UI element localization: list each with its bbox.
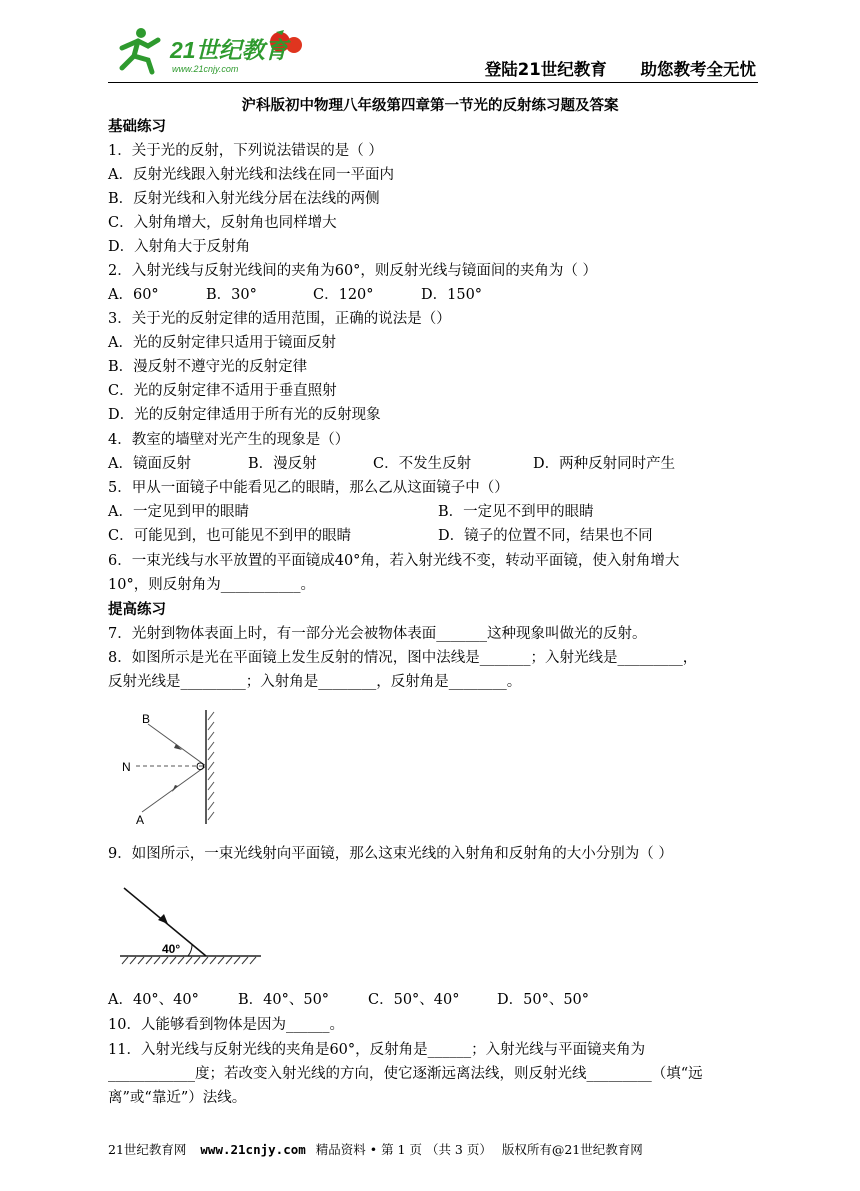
slogan-help: 助您教考全无忧: [640, 60, 756, 79]
q4-option-d: D．两种反射同时产生: [533, 456, 676, 472]
q11-line-3: 离”或“靠近”）法线。: [108, 1090, 247, 1106]
label-b: B: [142, 712, 151, 726]
q7-stem: 7．光射到物体表面上时，有一部分光会被物体表面_______这种现象叫做光的反射。: [108, 626, 647, 642]
page-footer: [108, 1140, 758, 1158]
q11-line-2: ____________度；若改变入射光线的方向，使它逐渐远离法线，则反射光线_________（填“远: [108, 1066, 703, 1082]
angle-label: 40°: [162, 942, 181, 956]
q2-stem: 2．入射光线与反射光线间的夹角为60°，则反射光线与镜面间的夹角为（ ）: [108, 263, 598, 279]
q3-stem: 3．关于光的反射定律的适用范围，正确的说法是（）: [108, 311, 451, 327]
q5-option-d: D．镜子的位置不同，结果也不同: [438, 528, 653, 544]
logo-url: www.21cnjy.com: [172, 64, 239, 74]
q5-stem: 5．甲从一面镜子中能看见乙的眼睛，那么乙从这面镜子中（）: [108, 480, 509, 496]
q10-stem: 10．人能够看到物体是因为______。: [108, 1017, 344, 1033]
q1-stem: 1．关于光的反射，下列说法错误的是（ ）: [108, 143, 383, 159]
q5-option-a: A．一定见到甲的眼睛: [108, 504, 249, 520]
q9-stem: 9．如图所示，一束光线射向平面镜，那么这束光线的入射角和反射角的大小分别为（ ）: [108, 846, 673, 862]
q3-option-a: A．光的反射定律只适用于镜面反射: [108, 335, 336, 351]
section-advanced: 提高练习: [108, 602, 166, 618]
q3-option-b: B．漫反射不遵守光的反射定律: [108, 359, 308, 375]
q1-option-b: B．反射光线和入射光线分居在法线的两侧: [108, 191, 380, 207]
q9-mirror-figure: [118, 880, 263, 968]
q2-option-d: D．150°: [421, 287, 483, 303]
runner-icon: [122, 28, 158, 72]
q9-option-a: A．40°、40°: [108, 992, 199, 1008]
q9-option-c: C．50°、40°: [368, 992, 460, 1008]
q6-line-1: 6．一束光线与水平放置的平面镜成40°角，若入射光线不变，转动平面镜，使入射角增大: [108, 553, 680, 569]
q1-option-d: D．入射角大于反射角: [108, 239, 251, 255]
q3-option-d: D．光的反射定律适用于所有光的反射现象: [108, 407, 381, 423]
q4-option-b: B．漫反射: [248, 456, 317, 472]
q5-option-c: C．可能见到，也可能见不到甲的眼睛: [108, 528, 352, 544]
page-header: [108, 22, 758, 83]
q2-option-b: B．30°: [206, 287, 257, 303]
q1-option-c: C．入射角增大，反射角也同样增大: [108, 215, 337, 231]
q6-line-2: 10°，则反射角为___________。: [108, 577, 315, 593]
q8-reflection-figure: [112, 708, 232, 830]
q5-option-b: B．一定见不到甲的眼睛: [438, 504, 594, 520]
q2-option-a: A．60°: [108, 287, 159, 303]
label-o: O: [196, 761, 205, 773]
q4-option-c: C．不发生反射: [373, 456, 472, 472]
slogan-login: 登陆21世纪教育: [484, 60, 607, 79]
q4-stem: 4．教室的墙壁对光产生的现象是（）: [108, 432, 350, 448]
label-a: A: [136, 813, 145, 827]
header-slogan: [457, 56, 756, 80]
q4-option-a: A．镜面反射: [108, 456, 191, 472]
q9-option-d: D．50°、50°: [497, 992, 590, 1008]
q9-option-b: B．40°、50°: [238, 992, 330, 1008]
footer-site-url[interactable]: www.21cnjy.com: [200, 1142, 306, 1157]
q3-option-c: C．光的反射定律不适用于垂直照射: [108, 383, 337, 399]
page-title: 沪科版初中物理八年级第四章第一节光的反射练习题及答案: [241, 98, 619, 114]
q2-option-c: C．120°: [313, 287, 374, 303]
logo-text: 21世纪教育: [170, 37, 288, 63]
footer-copyright: 版权所有@21世纪教育网: [501, 1142, 643, 1157]
section-basic: 基础练习: [108, 119, 166, 135]
q8-line-2: 反射光线是_________；入射角是________，反射角是________。: [108, 674, 522, 690]
q1-option-a: A．反射光线跟入射光线和法线在同一平面内: [108, 167, 394, 183]
footer-site-name: 21世纪教育网: [108, 1142, 187, 1157]
footer-page-info: 精品资料 • 第 1 页 （共 3 页）: [315, 1142, 492, 1157]
q8-line-1: 8．如图所示是光在平面镜上发生反射的情况，图中法线是_______；入射光线是_________，: [108, 650, 698, 666]
site-logo: [108, 24, 308, 76]
q11-line-1: 11．入射光线与反射光线的夹角是60°，反射角是______；入射光线与平面镜夹角为: [108, 1042, 646, 1058]
label-n: N: [122, 760, 131, 774]
